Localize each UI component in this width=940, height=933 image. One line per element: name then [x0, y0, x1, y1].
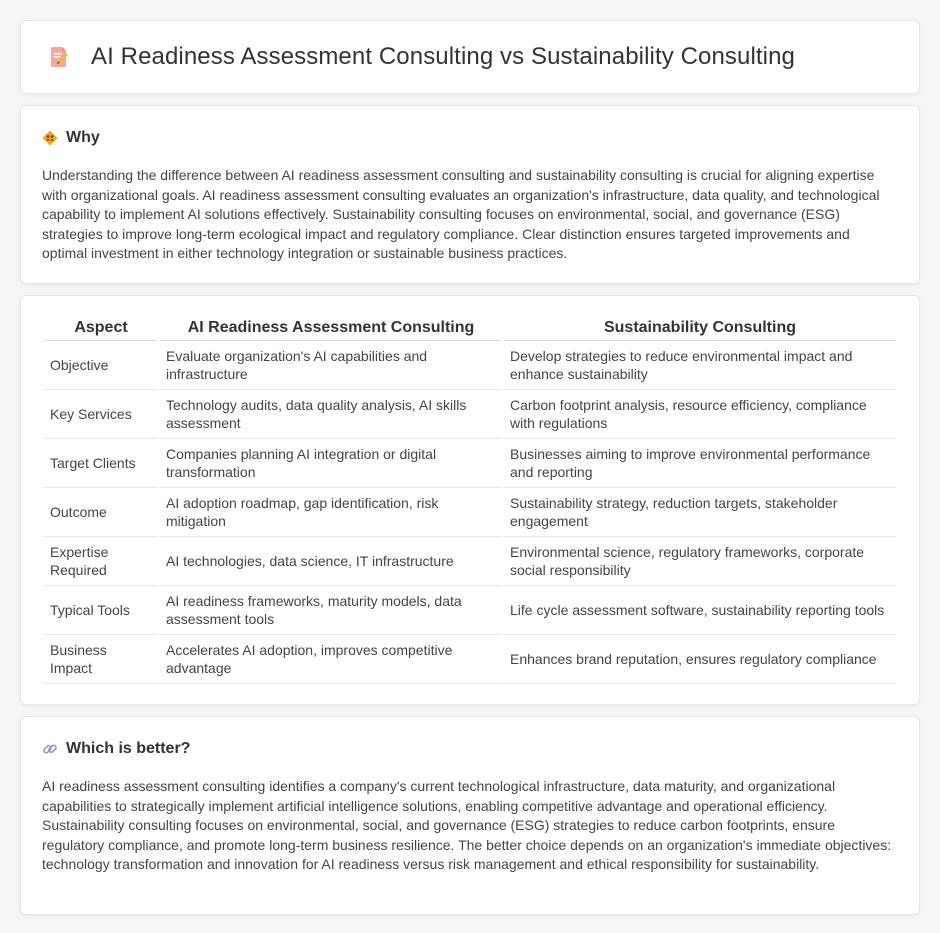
which-is-better-section: [20, 716, 920, 915]
row-sustainability-value: Environmental science, regulatory frameworks, corporate social responsibility: [504, 537, 896, 586]
row-aspect: Business Impact: [44, 635, 158, 684]
row-sustainability-value: Enhances brand reputation, ensures regulatory compliance: [504, 635, 896, 684]
document-pencil-icon: [47, 45, 71, 69]
row-ai-value: Companies planning AI integration or digital transformation: [160, 439, 502, 488]
row-sustainability-value: Carbon footprint analysis, resource efficiency, compliance with regulations: [504, 390, 896, 439]
comparison-section: [20, 295, 920, 705]
table-row: [44, 439, 896, 488]
header-ai-readiness: AI Readiness Assessment Consulting: [160, 319, 502, 341]
row-sustainability-value: Develop strategies to reduce environmental impact and enhance sustainability: [504, 341, 896, 390]
diamond-people-icon: [42, 130, 58, 146]
better-heading: [42, 740, 898, 758]
table-row: [44, 488, 896, 537]
row-sustainability-value: Life cycle assessment software, sustainability reporting tools: [504, 586, 896, 635]
why-section: [20, 105, 920, 284]
row-sustainability-value: Businesses aiming to improve environmental performance and reporting: [504, 439, 896, 488]
better-text: AI readiness assessment consulting identifies a company's current technological infrastructure, data maturity, and organizational capabilities to strategically implement artificial intelligence solutions, enabling competitive advantage and operational efficiency. Sustainability consulting focuses on environmental, social, and governance (ESG) strategies to reduce carbon footprints, ensure regulatory compliance, and promote long-term business resilience. The better choice depends on an organization's immediate objectives: technology transformation and innovation for AI readiness versus risk management and ethical responsibility for sustainability.: [42, 778, 892, 873]
table-header-row: [44, 319, 896, 341]
header-aspect: Aspect: [44, 319, 158, 341]
row-ai-value: Technology audits, data quality analysis, AI skills assessment: [160, 390, 502, 439]
row-ai-value: AI readiness frameworks, maturity models, data assessment tools: [160, 586, 502, 635]
table-row: [44, 537, 896, 586]
table-row: [44, 341, 896, 390]
row-aspect: Typical Tools: [44, 586, 158, 635]
table-row: [44, 390, 896, 439]
row-aspect: Target Clients: [44, 439, 158, 488]
row-sustainability-value: Sustainability strategy, reduction targets, stakeholder engagement: [504, 488, 896, 537]
page-title: AI Readiness Assessment Consulting vs Sustainability Consulting: [91, 43, 795, 70]
row-aspect: Expertise Required: [44, 537, 158, 586]
row-ai-value: Evaluate organization's AI capabilities and infrastructure: [160, 341, 502, 390]
row-ai-value: AI adoption roadmap, gap identification, risk mitigation: [160, 488, 502, 537]
table-row: [44, 635, 896, 684]
row-ai-value: AI technologies, data science, IT infrastructure: [160, 537, 502, 586]
header-sustainability: Sustainability Consulting: [504, 319, 896, 341]
why-text: Understanding the difference between AI readiness assessment consulting and sustainability consulting is crucial for aligning expertise with organizational goals. AI readiness assessment consulting evaluates an organization's infrastructure, data quality, and technological capability to implement AI solutions effectively. Sustainability consulting focuses on environmental, social, and governance (ESG) strategies to improve long-term ecological impact and regulatory compliance. Clear distinction ensures targeted improvements and optimal investment in either technology integration or sustainable business practices.: [42, 167, 880, 262]
header-card: [20, 20, 920, 94]
table-row: [44, 586, 896, 635]
row-aspect: Key Services: [44, 390, 158, 439]
link-icon: [42, 741, 58, 757]
row-aspect: Objective: [44, 341, 158, 390]
row-aspect: Outcome: [44, 488, 158, 537]
row-ai-value: Accelerates AI adoption, improves competitive advantage: [160, 635, 502, 684]
better-title: Which is better?: [66, 740, 191, 757]
why-heading: [42, 129, 898, 147]
comparison-table: [42, 319, 898, 684]
why-title: Why: [66, 129, 100, 146]
